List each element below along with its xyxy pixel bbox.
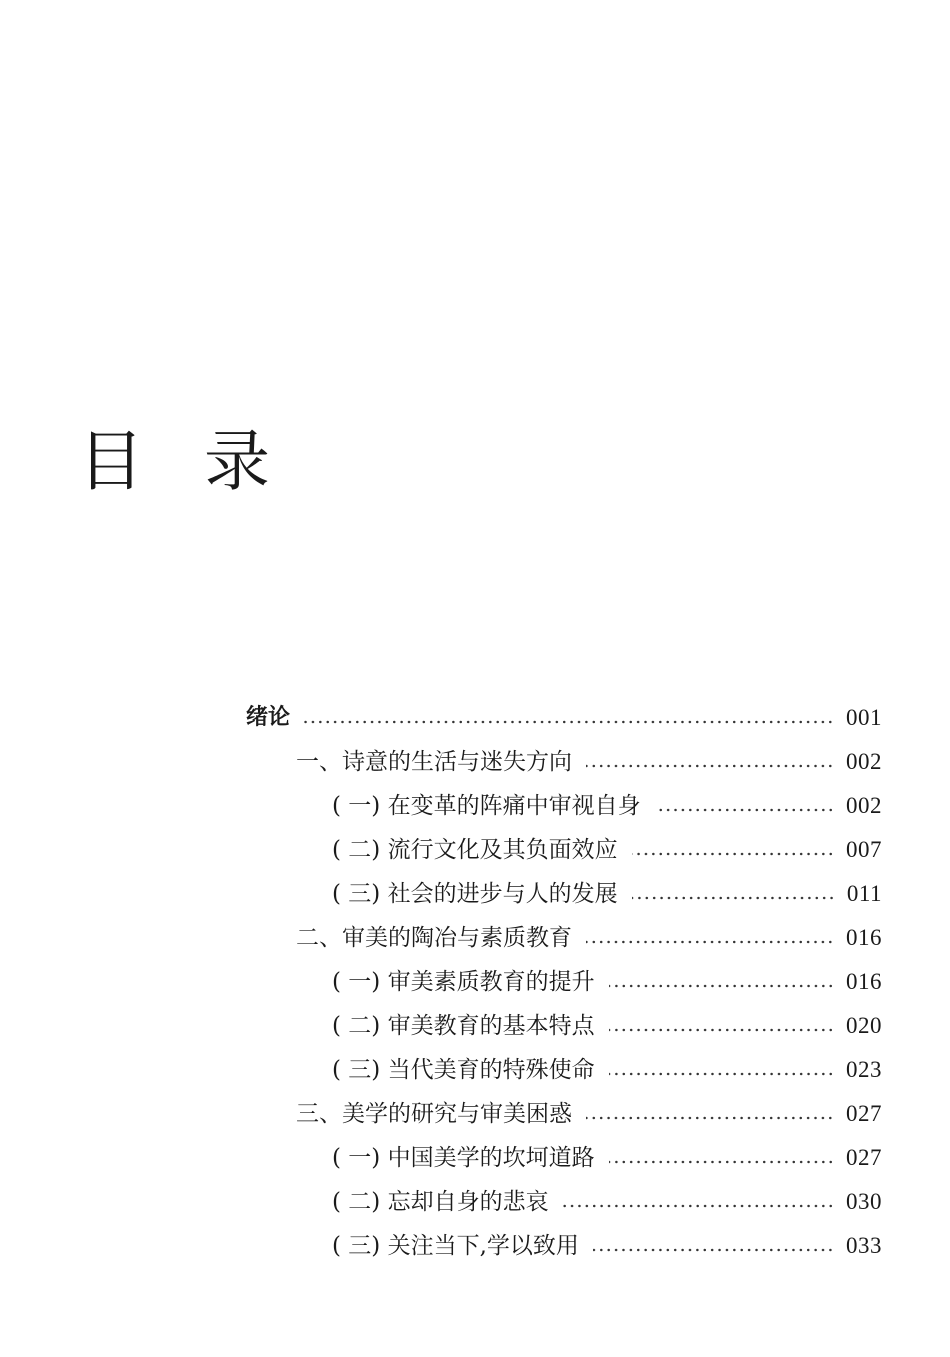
toc-entry-label: ( 一) 中国美学的坎坷道路 <box>332 1145 595 1171</box>
dot-leader <box>586 918 834 958</box>
toc-entry-page-number: 027 <box>846 1101 882 1126</box>
toc-entry-label: ( 三) 当代美育的特殊使命 <box>332 1057 595 1083</box>
dot-leader <box>563 1182 834 1222</box>
toc-entry-page-number: 001 <box>846 705 882 730</box>
dot-leader <box>609 962 834 1002</box>
dot-leader <box>593 1226 834 1266</box>
toc-entry-section-1[interactable] <box>296 742 882 782</box>
toc-entry-subsection-1-1[interactable] <box>332 786 882 826</box>
toc-entry-subsection-3-2[interactable] <box>332 1182 882 1222</box>
toc-entry-page-number: 030 <box>846 1189 882 1214</box>
dot-leader <box>655 786 834 826</box>
toc-entry-subsection-1-2[interactable] <box>332 830 882 870</box>
toc-entry-subsection-1-3[interactable] <box>332 874 882 914</box>
toc-entry-introduction[interactable] <box>246 698 882 738</box>
dot-leader <box>609 1138 834 1178</box>
toc-entry-label: 二、审美的陶冶与素质教育 <box>296 925 572 951</box>
toc-entry-page-number: 007 <box>846 837 882 862</box>
page-title-char-1: 目 <box>78 423 144 501</box>
toc-entry-label: 绪论 <box>246 705 291 730</box>
toc-entry-page-number: 016 <box>846 925 882 950</box>
toc-entry-label: 三、美学的研究与审美困惑 <box>296 1101 572 1127</box>
toc-entry-label: ( 二) 忘却自身的悲哀 <box>332 1189 549 1215</box>
toc-entry-label: ( 二) 流行文化及其负面效应 <box>332 837 618 863</box>
dot-leader <box>304 698 834 738</box>
toc-entry-page-number: 002 <box>846 749 882 774</box>
toc-entry-page-number: 002 <box>846 793 882 818</box>
toc-entry-page-number: 023 <box>846 1057 882 1082</box>
dot-leader <box>609 1006 834 1046</box>
toc-entry-section-2[interactable] <box>296 918 882 958</box>
dot-leader <box>586 1094 834 1134</box>
toc-entry-label: ( 三) 关注当下,学以致用 <box>332 1233 579 1259</box>
toc-entry-page-number: 027 <box>846 1145 882 1170</box>
toc-entry-subsection-2-1[interactable] <box>332 962 882 1002</box>
toc-entry-page-number: 020 <box>846 1013 882 1038</box>
toc-entry-label: 一、诗意的生活与迷失方向 <box>296 749 572 775</box>
toc-entry-subsection-2-2[interactable] <box>332 1006 882 1046</box>
page-title-char-2: 录 <box>204 423 270 501</box>
toc-entry-label: ( 一) 在变革的阵痛中审视自身 <box>332 793 641 819</box>
toc-entry-label: ( 三) 社会的进步与人的发展 <box>332 881 618 907</box>
toc-entry-page-number: 016 <box>846 969 882 994</box>
toc-entry-label: ( 二) 审美教育的基本特点 <box>332 1013 595 1039</box>
dot-leader <box>632 830 834 870</box>
toc-entry-page-number: 033 <box>846 1233 882 1258</box>
toc-entry-label: ( 一) 审美素质教育的提升 <box>332 969 595 995</box>
page-title <box>78 422 270 502</box>
dot-leader <box>632 874 835 914</box>
toc-entry-subsection-3-1[interactable] <box>332 1138 882 1178</box>
dot-leader <box>586 742 834 782</box>
toc-entry-subsection-3-3[interactable] <box>332 1226 882 1266</box>
toc-entry-subsection-2-3[interactable] <box>332 1050 882 1090</box>
dot-leader <box>609 1050 834 1090</box>
toc-entry-page-number: 011 <box>846 881 882 906</box>
toc-entry-section-3[interactable] <box>296 1094 882 1134</box>
